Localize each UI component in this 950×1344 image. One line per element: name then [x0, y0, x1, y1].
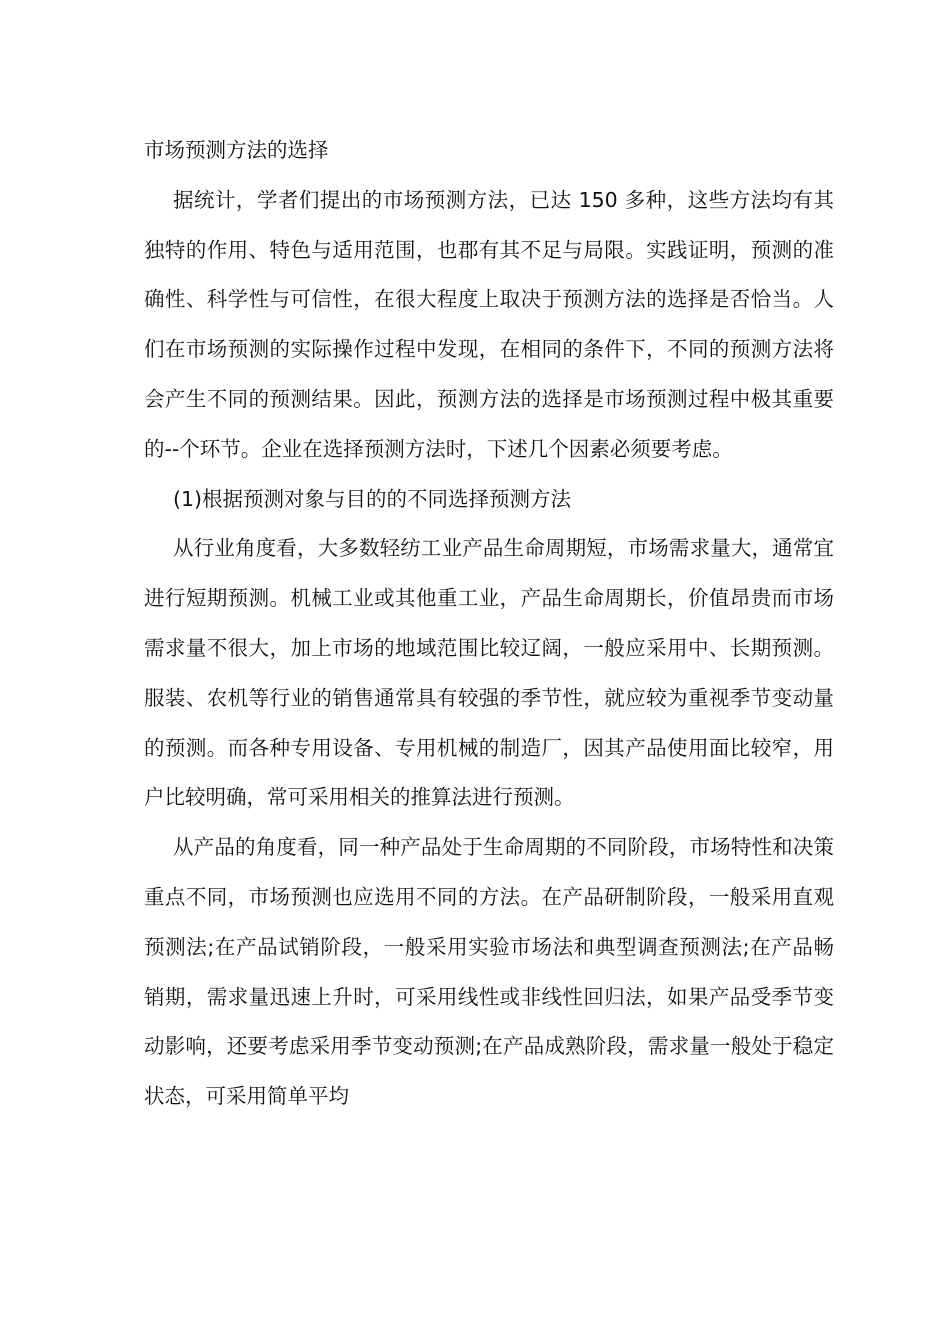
document-title: 市场预测方法的选择 [144, 138, 329, 162]
paragraph-intro: 据统计，学者们提出的市场预测方法，已达 150 多种，这些方法均有其独特的作用、特色与适用范围，也郡有其不足与局限。实践证明，预测的准确性、科学性与可信性，在很大程度上取决于预测方法的选择是否恰当。人们在市场预测的实际操作过程中发现，在相同的条件下，不同的预测方法将会产生不同的预测结果。因此，预测方法的选择是市场预测过程中极其重要的--个环节。企业在选择预测方法时，下述几个因素必须要考虑。 [144, 187, 834, 461]
section-heading-1: (1)根据预测对象与目的的不同选择预测方法 [173, 486, 572, 511]
paragraph-industry: 从行业角度看，大多数轻纺工业产品生命周期短，市场需求量大，通常宜进行短期预测。机械工业或其他重工业，产品生命周期长，价值昂贵而市场需求量不很大，加上市场的地域范围比较辽阔，一般应采用中、长期预测。服装、农机等行业的销售通常具有较强的季节性，就应较为重视季节变动量的预测。而各种专用设备、专用机械的制造厂，因其产品使用面比较窄，用户比较明确，常可采用相关的推算法进行预测。 [144, 536, 834, 810]
paragraph-product: 从产品的角度看，同一种产品处于生命周期的不同阶段，市场特性和决策重点不同，市场预测也应选用不同的方法。在产品研制阶段，一般采用直观预测法;在产品试销阶段，一般采用实验市场法和典型调查预测法;在产品畅销期，需求量迅速上升时，可采用线性或非线性回归法，如果产品受季节变动影响，还要考虑采用季节变动预测;在产品成熟阶段，需求量一般处于稳定状态，可采用简单平均 [144, 835, 834, 1109]
document-body [144, 126, 834, 1122]
